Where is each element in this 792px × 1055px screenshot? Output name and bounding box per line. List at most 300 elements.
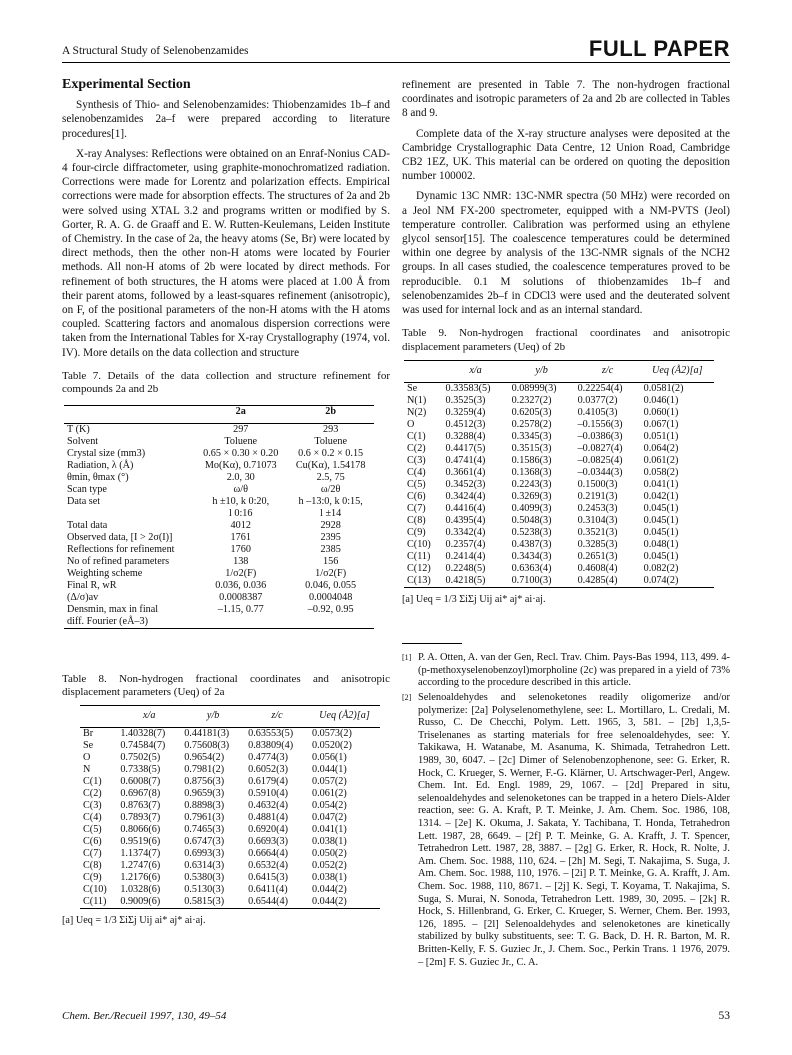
table9-cell: 0.1586(3) <box>511 455 552 467</box>
right-column <box>402 78 730 971</box>
table8-cell: C(9) <box>83 872 102 884</box>
table9-cell: 0.074(2) <box>643 575 679 587</box>
table7-cell: ω/2θ <box>320 483 341 495</box>
table8-cell: 0.63553(5) <box>248 728 294 740</box>
table7-cell: Toluene <box>224 435 258 447</box>
table8-cell: C(5) <box>83 824 102 836</box>
table7-cell: ω/θ <box>233 483 248 495</box>
table9-row <box>404 443 714 455</box>
table9-cell: 0.042(1) <box>643 491 679 503</box>
table9-cell: –0.0825(4) <box>577 455 623 467</box>
table9-cell: C(11) <box>407 551 431 563</box>
table9-cell: 0.3661(4) <box>445 467 486 479</box>
table7-row <box>64 568 374 580</box>
reference-item <box>402 692 730 969</box>
deposition-paragraph: Complete data of the X-ray structure analyses were deposited at the Cambridge Crystallographic Data Centre, 12 Union Road, Cambridge CB2 1EZ, UK. This material can be ordered on quoting the deposition number 100002. <box>402 127 730 183</box>
table8-cell: 1.0328(6) <box>120 884 161 896</box>
table9-cell: –0.0344(3) <box>577 467 623 479</box>
table8-row <box>80 740 380 752</box>
table7-cell: Cu(Kα), 1.54178 <box>295 459 366 471</box>
table8-cell: 0.6544(4) <box>248 896 288 908</box>
page-number: 53 <box>718 1010 730 1022</box>
table8-cell: 0.044(1) <box>311 764 347 776</box>
table9-cell: 0.048(1) <box>643 539 679 551</box>
table9-cell: 0.3525(3) <box>445 395 486 407</box>
table9-row <box>404 431 714 443</box>
table9-cell: 0.045(1) <box>643 515 679 527</box>
table7-caption: Table 7. Details of the data collection and structure refinement for compounds 2a and 2b <box>62 369 390 396</box>
table7-cell: h ±10, k 0:20, <box>212 495 270 507</box>
table9-cell: 0.2651(3) <box>577 551 618 563</box>
table8-cell: C(8) <box>83 860 102 872</box>
table8-cell: 0.4774(3) <box>248 752 288 764</box>
table7-cell: Final R, wR <box>67 579 117 591</box>
table8-cell: 0.6314(3) <box>184 860 225 872</box>
table8-cell: 1.40328(7) <box>120 728 166 740</box>
refinement-paragraph: refinement are presented in Table 7. The non-hydrogen fractional coordinates and isotropic parameters of 2a and 2b are collected in Tables 8 and 9. <box>402 79 730 120</box>
table8-cell: 0.4632(4) <box>248 800 288 812</box>
table9-cell: N(2) <box>407 407 427 419</box>
reference-item <box>402 652 730 690</box>
table7-cell: 156 <box>323 555 339 567</box>
table9-cell: 0.08999(3) <box>511 383 557 395</box>
table7-header-cell <box>64 405 194 423</box>
table9-cell: Se <box>407 383 418 395</box>
table9-cell: 0.2414(4) <box>445 551 486 563</box>
table9-header-cell: y/b <box>535 365 548 377</box>
reference-text: P. A. Otten, A. van der Gen, Recl. Trav. Chim. Pays-Bas 1994, 113, 499. 4-(p-methoxyselenobenzoyl)morpholine (2c) was prepared in a yield of 73% according to the procedure described in this article. <box>418 652 730 689</box>
table9-row <box>404 419 714 431</box>
references-rule <box>402 643 462 644</box>
table8-cell: C(7) <box>83 848 102 860</box>
table9-cell: 0.045(1) <box>643 503 679 515</box>
table8-cell: 0.9009(6) <box>120 896 161 908</box>
table8-cell: 0.7465(3) <box>184 824 225 836</box>
table9-cell: 0.4218(5) <box>445 575 486 587</box>
table8-cell: 0.038(1) <box>311 836 347 848</box>
table7-row <box>64 616 374 629</box>
table8-cell: 0.6920(4) <box>248 824 288 836</box>
table9-cell: 0.4416(4) <box>445 503 486 515</box>
table9-header-cell: Ueq (Å2)[a] <box>651 365 703 377</box>
table8-cell: 0.5910(4) <box>248 788 288 800</box>
table8-row <box>80 788 380 800</box>
table9-footnote: [a] Ueq = 1/3 ΣiΣj Uij ai* aj* ai·aj. <box>402 594 546 606</box>
table7-cell: Toluene <box>314 435 347 447</box>
table8-row <box>80 860 380 872</box>
table9-cell: 0.061(2) <box>643 455 679 467</box>
table7-cell: 293 <box>323 423 339 435</box>
table7-cell: (Δ/σ)av <box>67 591 99 603</box>
table8-cell: 0.5815(3) <box>184 896 225 908</box>
table9-cell: –0.0386(3) <box>577 431 623 443</box>
table8-cell: 0.6993(3) <box>184 848 225 860</box>
table9-cell: 0.045(1) <box>643 551 679 563</box>
table9-cell: 0.6363(4) <box>511 563 552 575</box>
table8-cell: 0.044(2) <box>311 884 347 896</box>
table9-cell: 0.045(1) <box>643 527 679 539</box>
table9-cell: C(1) <box>407 431 426 443</box>
table9-row <box>404 575 714 588</box>
table8-cell: 0.047(2) <box>311 812 347 824</box>
table8-cell: 0.041(1) <box>311 824 347 836</box>
table8-cell: C(3) <box>83 800 102 812</box>
table9-cell: 0.2453(3) <box>577 503 618 515</box>
table8-row <box>80 836 380 848</box>
table8-cell: 0.6664(4) <box>248 848 288 860</box>
table9-cell: 0.4741(4) <box>445 455 486 467</box>
table7-cell: h –13:0, k 0:15, <box>298 495 363 507</box>
table9-cell: 0.082(2) <box>643 563 679 575</box>
table8-row <box>80 764 380 776</box>
table7-cell: Data set <box>67 495 101 507</box>
table9-cell: 0.3424(4) <box>445 491 486 503</box>
table7-cell: Solvent <box>67 435 99 447</box>
table9-cell: 0.33583(5) <box>445 383 491 395</box>
table8-cell: Se <box>83 740 94 752</box>
table9-cell: 0.1500(3) <box>577 479 618 491</box>
table8-cell: C(1) <box>83 776 102 788</box>
table8-cell: 0.8066(6) <box>120 824 161 836</box>
table8-cell: 0.0573(2) <box>311 728 352 740</box>
table7-cell: 1/σ2(F) <box>315 567 347 579</box>
table8-cell: 0.5380(3) <box>184 872 225 884</box>
table8-cell: 0.6179(4) <box>248 776 288 788</box>
table8-row <box>80 800 380 812</box>
table9-cell: 0.3285(3) <box>577 539 618 551</box>
table8-row <box>80 812 380 824</box>
table8-cell: 0.054(2) <box>311 800 347 812</box>
table9-row <box>404 455 714 467</box>
table8-cell: 0.6967(8) <box>120 788 161 800</box>
table7-cell <box>194 616 287 629</box>
table7-row <box>64 592 374 604</box>
table8-row <box>80 872 380 884</box>
table8-cell: C(10) <box>83 884 107 896</box>
table9-cell: 0.3515(3) <box>511 443 552 455</box>
table9-cell: 0.2327(2) <box>511 395 552 407</box>
table7-header-cell: 2b <box>325 405 337 417</box>
table9-cell: 0.6205(3) <box>511 407 552 419</box>
reference-text: Selenoaldehydes and selenoketones readily oligomerize and/or polymerize: [2a] Polyselenomethylene, see: L. Mortillaro, L. Credali, M. Russo, C. De Checchi, Polym. Lett. 1965, 3, 581. – [2b] 1,3,5-Triselenanes as starting materials for free selenoaldehydes, see: Y. Takikawa, H. Watanabe, M. Asanuma, K. Shimada, Tetrahedron Lett. 1989, 30, 6047. – [2c] Dimer of Selenobenzophenone, see: G. Erker, R. Hock, C. Krueger, S. Werner, F.-G. Klärner, U. Artschwager-Perl, Angew. Chem. Int. Ed. Engl. 1989, 29, 1067. – [2d] Prepared in situ, selenoaldehydes and selenoketones can be trapped in a hetero Diels-Alder reaction, see: G. A. Kraft, P. T. Meinke, J. Am. Chem. Soc. 1986, 108, 1314. – [2e] K. Okuma, J. Sakata, Y. Tachibana, T. Honda, Tetrahedron Lett. 1987, 28, 6649. – [2f] P. T. Meinke, G. A. Krafft, J. T. Spencer, Tetrahedron Lett. 1987, 28, 3887. – [2g] G. Erker, R. Hock, R. Nolte, J. Am. Chem. Soc. 1988, 110, 624. – [2h] M. Segi, T. Nakajima, S. Suga, J. Am. Chem. Soc. 1988, 110, 1976. – [2i] P. T. Meinke, G. A. Krafft, J. Am. Chem. Soc. 1988, 110, 8671. – [2j] K. Segi, T. Koyama, T. Nakajima, S. Suga, S. Murai, N. Sonoda, Tetrahedron Lett. 1989, 30, 2095. – [2k] R. Hock, S. Hillenbrand, G. Erker, C. Krueger, S. Werner, Chem. Ber. 1993, 126, 1895. – [2l] Selenoaldehydes and selenoketones are kinetically stabilized by bulky substituents, see: T. G. Back, D. H. R. Barton, M. R. Britten-Kelly, F. S. Guziec Jr., J. Chem. Soc., Perkin Trans. 1 1976, 2079. – [2m] F. S. Guziec Jr., C. A. <box>418 692 730 968</box>
table9-cell: C(3) <box>407 455 426 467</box>
table9-cell: 0.3521(3) <box>577 527 618 539</box>
table8-cell: C(6) <box>83 836 102 848</box>
table9-cell: 0.067(1) <box>643 419 679 431</box>
table8-cell: 0.6693(3) <box>248 836 288 848</box>
table7-cell: 2928 <box>320 519 341 531</box>
table9-cell: 0.3104(3) <box>577 515 618 527</box>
table9-cell: 0.7100(3) <box>511 575 552 587</box>
table9-cell: 0.3452(3) <box>445 479 486 491</box>
table9-row <box>404 515 714 527</box>
table8-cell: 0.8756(3) <box>184 776 225 788</box>
table7-cell: 1760 <box>230 543 251 555</box>
table7-header-cell: 2a <box>235 405 246 417</box>
table8-cell: 0.4881(4) <box>248 812 288 824</box>
table7-row <box>64 520 374 532</box>
table9-row <box>404 479 714 491</box>
table7-cell <box>64 508 194 520</box>
table7-cell: 2385 <box>320 543 341 555</box>
table7-cell: 0.65 × 0.30 × 0.20 <box>203 447 279 459</box>
table9-cell: 0.2191(3) <box>577 491 618 503</box>
xray-paragraph: X-ray Analyses: Reflections were obtained on an Enraf-Nonius CAD-4 four-circle diffractometer, using graphite-monochromatized radiation. Corrections were made for Lorentz and polarization effects. Empirical corrections were made for absorption effects. The structures of 2a and 2b were solved using XTAL 3.2 and programs written or modified by S. Gorter, R. A. G. de Graaff and E. W. Rutten-Keulemans, Leiden Institute of Chemistry. In the case of 2a, the heavy atoms (Se, Br) were located by direct methods, then the other non-H atoms were located by Fourier methods. All non-H atoms of 2b were located by direct methods. For refinement of both structures, the H atoms were placed at 1.00 Å from their parent atoms, followed by a least-squares refinement (anisotropic), on F, of the positional parameters of the non-H atoms with the H atoms coupled. Scattering factors and anomalous dispersion corrections were taken from the International Tables for X-ray Crystallography (1974, vol. IV). More details on the data collection and structure <box>62 147 391 359</box>
nmr-paragraph: Dynamic 13C NMR: 13C-NMR spectra (50 MHz) were recorded on a Jeol NM FX-200 spectrometer, equipped with a NM-PVTS (Jeol) temperature controller. Calibration was performed using an ethylene glycol sensor[15]. The coalescence temperatures could be determined within one degree by analysis of the 13C-NMR signals of the NCH2 groups. In all cases studied, the coalescence temperatures proved to be reproducible. 0.1 M solutions of thiobenzamides 1b–f and selenobenzamides 2b–f in CDCl3 were used and the deuterated solvent was used for internal lock and as an internal standard. <box>402 190 730 317</box>
table8-header-cell: x/a <box>143 710 156 722</box>
table8-cell: 0.9659(3) <box>184 788 225 800</box>
table8-cell: 0.0520(2) <box>311 740 352 752</box>
table7-row <box>64 508 374 520</box>
table8-cell: 0.044(2) <box>311 896 347 908</box>
table9-header-cell: z/c <box>601 365 614 377</box>
table9-row <box>404 563 714 575</box>
table8-cell: 0.9519(6) <box>120 836 161 848</box>
table7-cell: 2.5, 75 <box>316 471 345 483</box>
table9-row <box>404 527 714 539</box>
table8-row <box>80 776 380 788</box>
journal-citation: Chem. Ber./Recueil 1997, 130, 49–54 <box>62 1010 227 1022</box>
table9-cell: –0.1556(3) <box>577 419 623 431</box>
table8-cell: 0.7961(3) <box>184 812 225 824</box>
table9-header-cell <box>404 361 443 383</box>
table7-row <box>64 544 374 556</box>
table8-cell: 0.038(1) <box>311 872 347 884</box>
table9-cell: 0.0581(2) <box>643 383 684 395</box>
table8-cell: 0.6008(7) <box>120 776 161 788</box>
table7-row <box>64 556 374 568</box>
table9-cell: C(2) <box>407 443 426 455</box>
table9-cell: –0.0827(4) <box>577 443 623 455</box>
table9 <box>404 360 714 588</box>
table7-row <box>64 423 374 436</box>
table8-cell: 0.44181(3) <box>184 728 230 740</box>
table8-footnote: [a] Ueq = 1/3 ΣiΣj Uij ai* aj* ai·aj. <box>62 915 206 927</box>
table7-cell: 0.046, 0.055 <box>305 579 357 591</box>
table7-cell: Densmin, max in final <box>67 603 159 615</box>
table9-cell: 0.2248(5) <box>445 563 486 575</box>
table9-row <box>404 467 714 479</box>
table8-cell: Br <box>83 728 94 740</box>
table9-row <box>404 503 714 515</box>
table9-cell: 0.4608(4) <box>577 563 618 575</box>
table7-cell: 1/σ2(F) <box>225 567 257 579</box>
references-list <box>402 643 730 969</box>
table8-cell: 0.8898(3) <box>184 800 225 812</box>
table8 <box>80 705 380 909</box>
table7-row <box>64 436 374 448</box>
table8-cell: 0.9654(2) <box>184 752 225 764</box>
table7-cell: 0.0008387 <box>219 591 263 603</box>
table9-cell: 0.060(1) <box>643 407 679 419</box>
table9-cell: 0.22254(4) <box>577 383 623 395</box>
table9-cell: 0.5048(3) <box>511 515 552 527</box>
table8-row <box>80 752 380 764</box>
table7-cell: Weighting scheme <box>67 567 143 579</box>
table9-cell: C(6) <box>407 491 426 503</box>
table9-cell: 0.3288(4) <box>445 431 486 443</box>
section-label: FULL PAPER <box>588 36 730 61</box>
table7-cell: Crystal size (mm3) <box>67 447 146 459</box>
table9-cell: 0.3259(4) <box>445 407 486 419</box>
table9-cell: C(10) <box>407 539 431 551</box>
table7-row <box>64 484 374 496</box>
table9-row <box>404 539 714 551</box>
header-rule <box>62 62 730 63</box>
running-title: A Structural Study of Selenobenzamides <box>62 45 249 57</box>
table7-row <box>64 604 374 616</box>
table7-row <box>64 472 374 484</box>
table7-cell: θmin, θmax (°) <box>67 471 129 483</box>
table8-cell: 0.7981(2) <box>184 764 225 776</box>
table8-cell: 0.6532(4) <box>248 860 288 872</box>
table9-cell: 0.3345(3) <box>511 431 552 443</box>
table9-row <box>404 551 714 563</box>
table9-cell: 0.3434(3) <box>511 551 552 563</box>
table8-caption: Table 8. Non-hydrogen fractional coordinates and anisotropic displacement parameters (Ueq) of 2a <box>62 672 390 699</box>
table9-cell: 0.041(1) <box>643 479 679 491</box>
left-column <box>62 78 390 929</box>
table8-cell: 1.1374(7) <box>120 848 161 860</box>
table8-header-cell: Ueq (Å2)[a] <box>319 710 370 722</box>
table8-cell: 0.7502(5) <box>120 752 161 764</box>
table8-header-cell <box>80 706 117 728</box>
table9-cell: O <box>407 419 415 431</box>
table9-header-cell: x/a <box>469 365 482 377</box>
table9-cell: 0.2357(4) <box>445 539 486 551</box>
table8-cell: C(2) <box>83 788 102 800</box>
table9-caption: Table 9. Non-hydrogen fractional coordinates and anisotropic displacement parameters (Ueq) of 2b <box>402 327 730 353</box>
table8-cell: 0.7338(5) <box>120 764 161 776</box>
table8-cell: 0.050(2) <box>311 848 347 860</box>
table8-cell: 0.74584(7) <box>120 740 166 752</box>
reference-number: [1] <box>402 653 412 663</box>
section-heading: Experimental Section <box>62 77 191 92</box>
table9-cell: 0.1368(3) <box>511 467 552 479</box>
table7-cell: l ±14 <box>320 507 342 519</box>
table7-cell: 0.036, 0.036 <box>215 579 267 591</box>
table9-cell: 0.4105(3) <box>577 407 618 419</box>
table9-cell: C(13) <box>407 575 431 587</box>
table7-cell: 1761 <box>230 531 251 543</box>
table9-row <box>404 383 714 396</box>
table7-cell: 0.6 × 0.2 × 0.15 <box>298 447 364 459</box>
table7-cell: 297 <box>233 423 249 435</box>
table7-row <box>64 580 374 592</box>
table7-cell: Radiation, λ (Å) <box>67 459 134 471</box>
table8-row <box>80 896 380 909</box>
synthesis-paragraph: Synthesis of Thio- and Selenobenzamides: Thiobenzamides 1b–f and selenobenzamides 2a–f were prepared according to literature procedures[1]. <box>62 99 390 140</box>
table7-cell: 2395 <box>320 531 341 543</box>
table8-cell: 0.6415(3) <box>248 872 288 884</box>
table7-row <box>64 532 374 544</box>
table9-cell: 0.4099(3) <box>511 503 552 515</box>
table8-cell: C(4) <box>83 812 102 824</box>
table7-cell: l 0:16 <box>228 507 253 519</box>
table9-row <box>404 395 714 407</box>
table7-cell: 2.0, 30 <box>226 471 255 483</box>
table9-cell: C(12) <box>407 563 431 575</box>
table8-row <box>80 884 380 896</box>
table8-row <box>80 848 380 860</box>
table7-cell: Observed data, [I > 2σ(I)] <box>67 531 173 543</box>
table9-cell: 0.058(2) <box>643 467 679 479</box>
table9-cell: C(9) <box>407 527 426 539</box>
table9-cell: N(1) <box>407 395 427 407</box>
reference-number: [2] <box>402 693 412 703</box>
table8-header-cell: y/b <box>206 710 220 722</box>
table9-row <box>404 407 714 419</box>
table9-cell: 0.4417(5) <box>445 443 486 455</box>
table9-cell: 0.5238(3) <box>511 527 552 539</box>
table9-cell: C(5) <box>407 479 426 491</box>
table8-cell: 0.75608(3) <box>184 740 230 752</box>
table9-cell: 0.064(2) <box>643 443 679 455</box>
table8-cell: 0.8763(7) <box>120 800 161 812</box>
table7-cell: 0.0004048 <box>309 591 353 603</box>
table7-cell: Mo(Kα), 0.71073 <box>204 459 277 471</box>
table7-cell: Reflections for refinement <box>67 543 175 555</box>
table8-row <box>80 824 380 836</box>
table8-header-cell: z/c <box>271 710 283 722</box>
table8-cell: 0.7893(7) <box>120 812 161 824</box>
table7-cell <box>287 616 374 629</box>
table7-cell: No of refined parameters <box>67 555 170 567</box>
table8-cell: 0.6747(3) <box>184 836 225 848</box>
table7-cell: Scan type <box>67 483 107 495</box>
table8-cell: C(11) <box>83 896 107 908</box>
table9-row <box>404 491 714 503</box>
table9-cell: 0.4387(3) <box>511 539 552 551</box>
table8-cell: 0.6411(4) <box>248 884 288 896</box>
table8-cell: 0.057(2) <box>311 776 347 788</box>
table9-cell: 0.4395(4) <box>445 515 486 527</box>
table9-cell: 0.0377(2) <box>577 395 618 407</box>
table9-cell: 0.4285(4) <box>577 575 618 587</box>
table7-cell: Total data <box>67 519 108 531</box>
table8-cell: 0.056(1) <box>311 752 347 764</box>
table9-cell: 0.2578(2) <box>511 419 552 431</box>
table8-cell: 0.5130(3) <box>184 884 225 896</box>
table9-cell: C(8) <box>407 515 426 527</box>
table7-cell: –0.92, 0.95 <box>307 603 354 615</box>
table7-row <box>64 496 374 508</box>
table8-cell: O <box>83 752 91 764</box>
table8-cell: 0.052(2) <box>311 860 347 872</box>
table9-cell: C(7) <box>407 503 426 515</box>
table7-row <box>64 460 374 472</box>
table8-cell: 0.6052(3) <box>248 764 288 776</box>
table8-row <box>80 728 380 741</box>
table9-cell: 0.051(1) <box>643 431 679 443</box>
table8-cell: 0.061(2) <box>311 788 347 800</box>
table9-cell: 0.3269(3) <box>511 491 552 503</box>
table9-cell: 0.046(1) <box>643 395 679 407</box>
table8-cell: 1.2176(6) <box>120 872 161 884</box>
table9-cell: 0.2243(3) <box>511 479 552 491</box>
table9-cell: C(4) <box>407 467 426 479</box>
table7-row <box>64 448 374 460</box>
table7-cell: 138 <box>233 555 249 567</box>
table7-cell: T (K) <box>67 423 90 435</box>
table7-cell: 4012 <box>230 519 251 531</box>
table7 <box>64 405 374 629</box>
table9-cell: 0.4512(3) <box>445 419 486 431</box>
table7-cell: –1.15, 0.77 <box>217 603 264 615</box>
table8-cell: 0.83809(4) <box>248 740 294 752</box>
table8-cell: N <box>83 764 91 776</box>
table8-cell: 1.2747(6) <box>120 860 161 872</box>
